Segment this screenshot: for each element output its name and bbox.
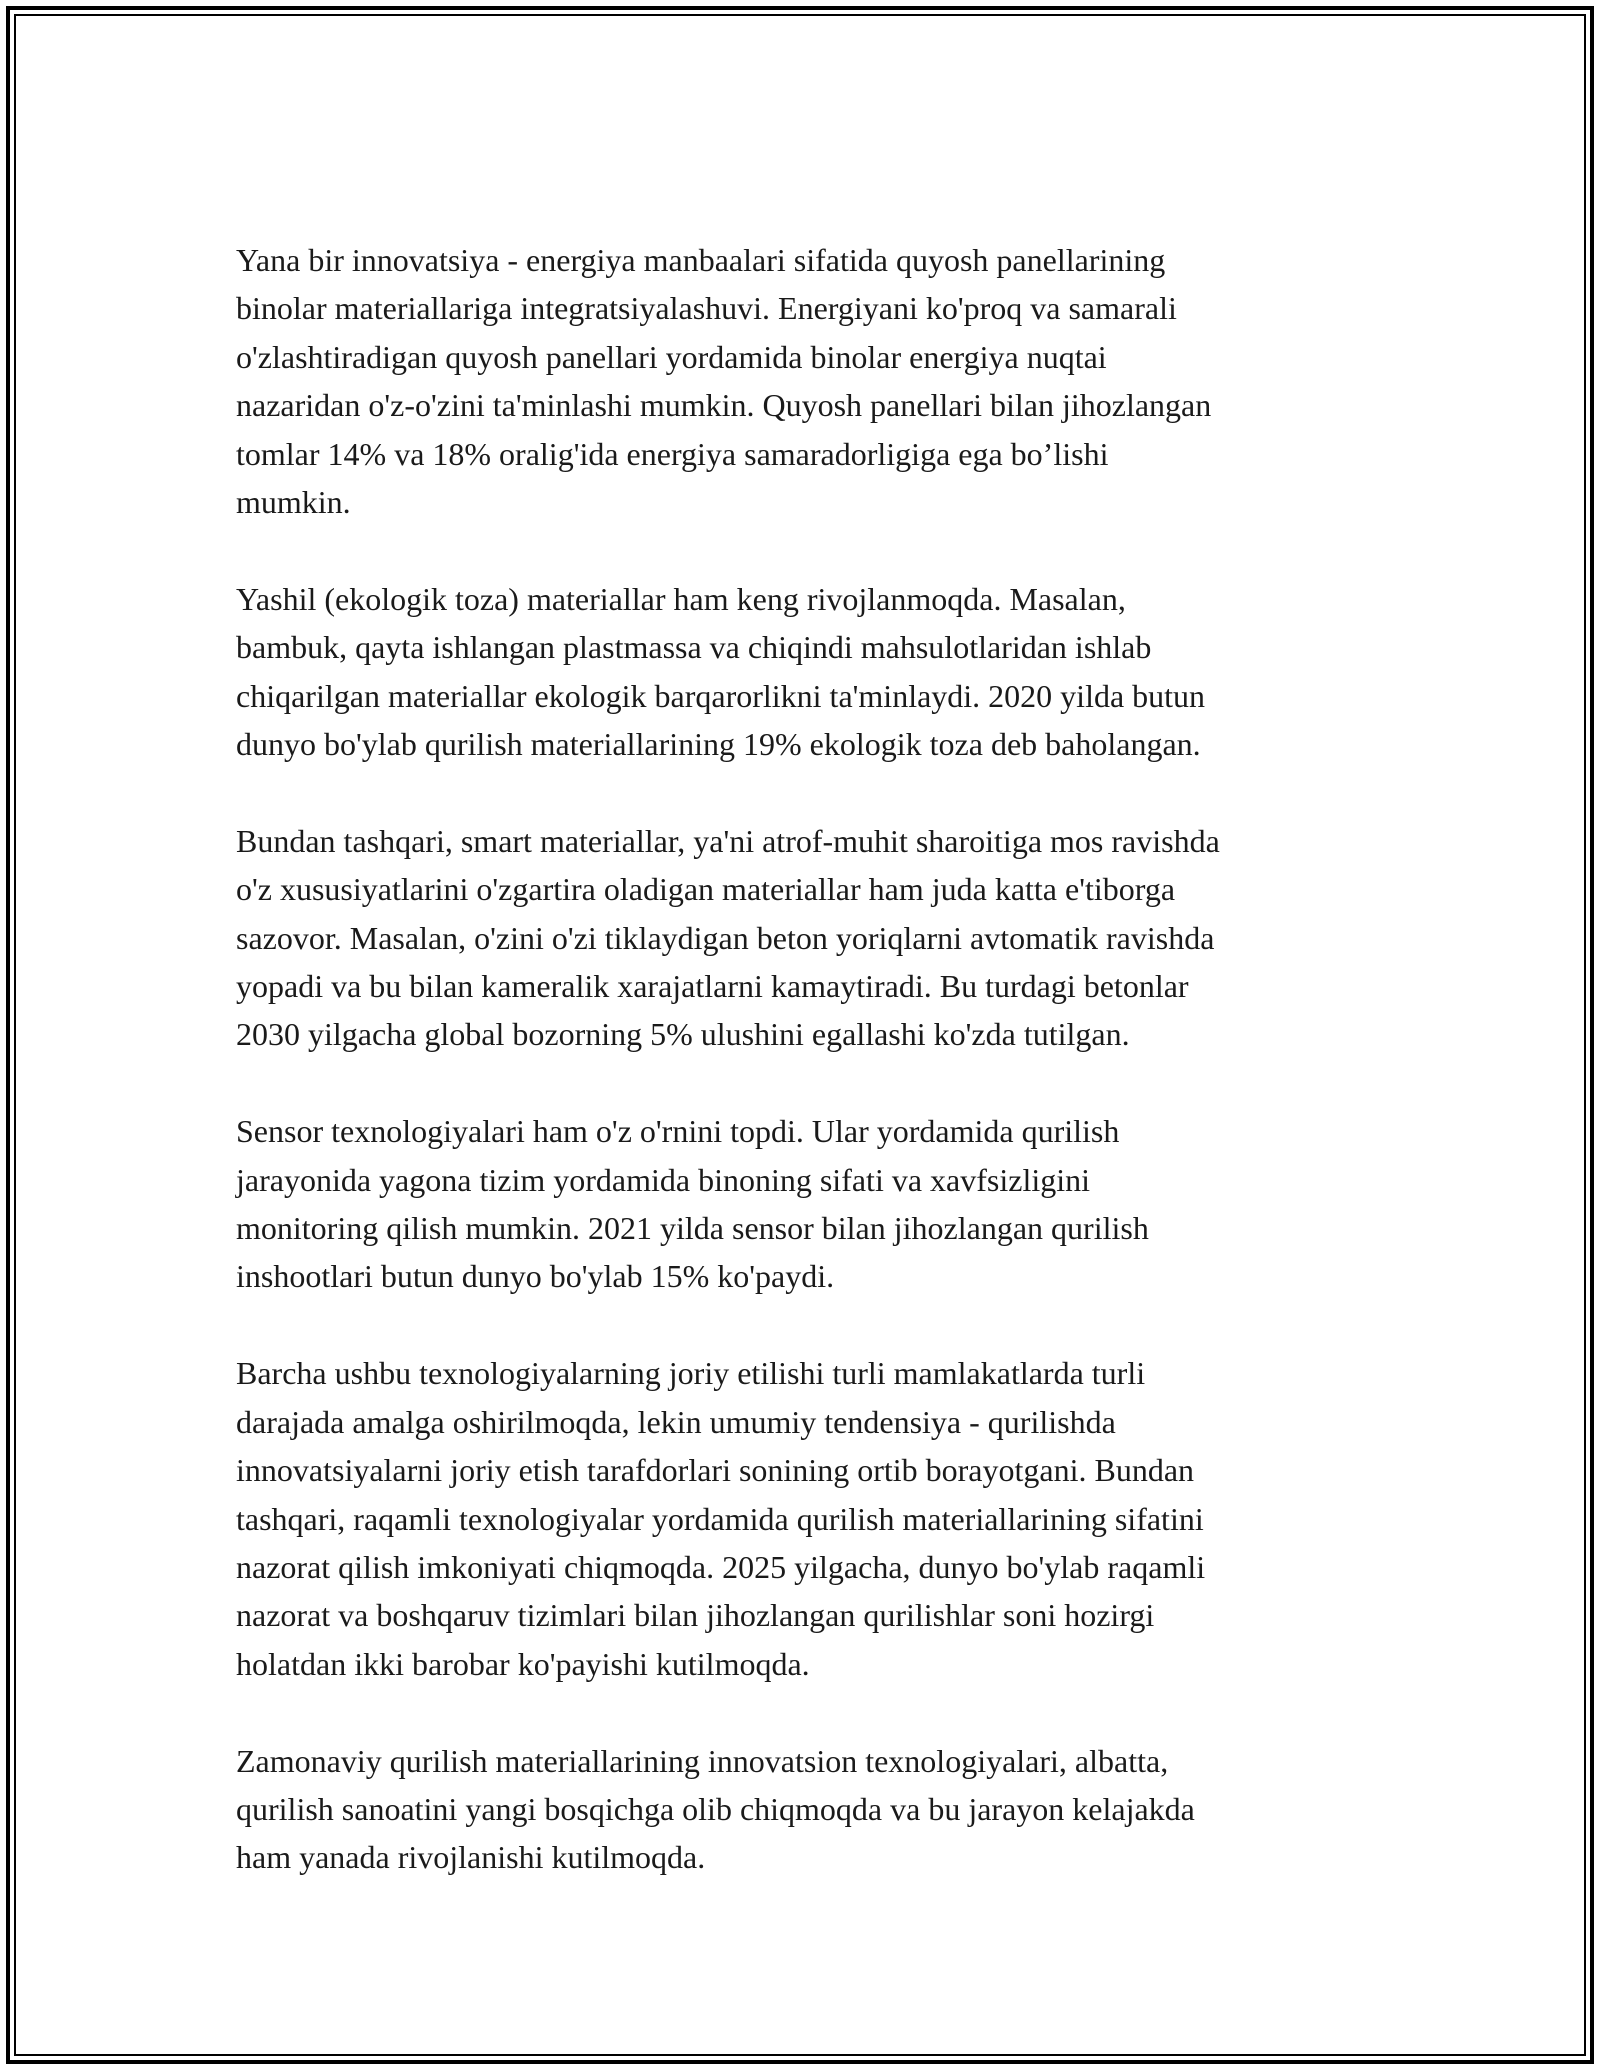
paragraph-conclusion: Zamonaviy qurilish materiallarining innovatsion texnologiyalari, albatta, qurilish sanoatini yangi bosqichga olib chiqmoqda va bu jarayon kelajakda ham yanada rivojlanishi kutilmoqda. xyxy=(236,1742,1195,1876)
document-body xyxy=(236,236,1386,1882)
paragraph-smart-materials: Bundan tashqari, smart materiallar, ya'ni atrof-muhit sharoitiga mos ravishda o'z xususiyatlarini o'zgartira oladigan materiallar ham juda katta e'tiborga sazovor. Masalan, o'zini o'zi tiklaydigan beton yoriqlarni avtomatik ravishda yopadi va bu bilan kameralik xarajatlarni kamaytiradi. Bu turdagi betonlar 2030 yilgacha global bozorning 5% ulushini egallashi ko'zda tutilgan. xyxy=(236,822,1220,1053)
paragraph-solar-panels: Yana bir innovatsiya - energiya manbaalari sifatida quyosh panellarining binolar materiallariga integratsiyalashuvi. Energiyani ko'proq va samarali o'zlashtiradigan quyosh panellari yordamida binolar energiya nuqtai nazaridan o'z-o'zini ta'minlashi mumkin. Quyosh panellari bilan jihozlangan tomlar 14% va 18% oralig'ida energiya samaradorligiga ega bo’lishi mumkin. xyxy=(236,242,1212,521)
paragraph-green-materials: Yashil (ekologik toza) materiallar ham keng rivojlanmoqda. Masalan, bambuk, qayta ishlangan plastmassa va chiqindi mahsulotlaridan ishlab chiqarilgan materiallar ekologik barqarorlikni ta'minlaydi. 2020 yilda butun dunyo bo'ylab qurilish materiallarining 19% ekologik toza deb baholangan. xyxy=(236,580,1206,763)
paragraph-digital-control: Barcha ushbu texnologiyalarning joriy etilishi turli mamlakatlarda turli darajada amalga oshirilmoqda, lekin umumiy tendensiya - qurilishda innovatsiyalarni joriy etish tarafdorlari sonining ortib borayotgani. Bundan tashqari, raqamli texnologiyalar yordamida qurilish materiallarining sifatini nazorat qilish imkoniyati chiqmoqda. 2025 yilgacha, dunyo bo'ylab raqamli nazorat va boshqaruv tizimlari bilan jihozlangan qurilishlar soni hozirgi holatdan ikki barobar ko'payishi kutilmoqda. xyxy=(236,1355,1206,1682)
paragraph-sensor-technologies: Sensor texnologiyalari ham o'z o'rnini topdi. Ular yordamida qurilish jarayonida yagona tizim yordamida binoning sifati va xavfsizligini monitoring qilish mumkin. 2021 yilda sensor bilan jihozlangan qurilish inshootlari butun dunyo bo'ylab 15% ko'paydi. xyxy=(236,1113,1149,1295)
